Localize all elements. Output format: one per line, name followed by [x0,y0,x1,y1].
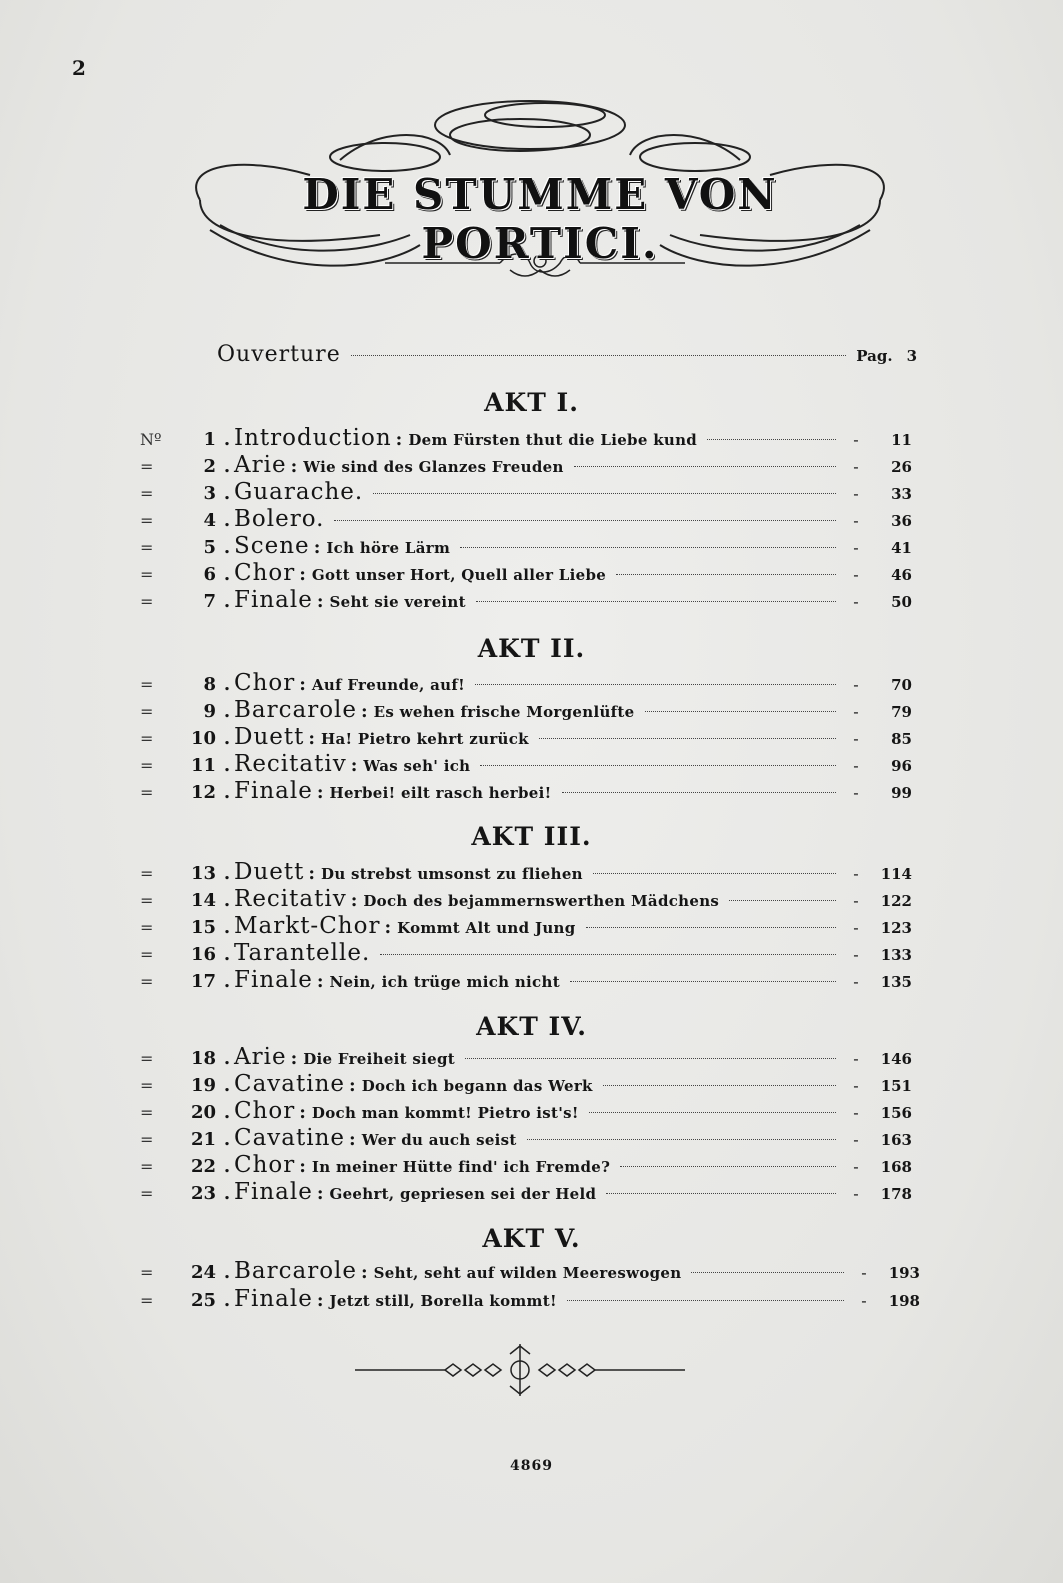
entry-subtitle: Die Freiheit siegt [303,1050,456,1068]
entry-colon: : [316,971,324,992]
entry-dash: - [853,864,859,883]
entry-page: 70 [891,676,912,694]
entry-prefix: = [140,1157,154,1176]
entry-dash: - [853,457,859,476]
toc-entry [140,1125,912,1151]
entry-prefix: = [140,891,154,910]
entry-prefix: = [140,511,154,530]
entry-dot: . [223,483,231,504]
entry-dot: . [223,674,231,695]
entry-piece: Barcarole [234,697,358,723]
dot-leader [620,1166,836,1167]
toc-entry [140,751,912,777]
entry-colon: : [316,591,324,612]
dot-leader [606,1193,836,1194]
entry-piece: Arie [234,1044,287,1070]
entry-number: 25 [190,1290,216,1311]
toc-entry [140,940,912,966]
entry-prefix: Nº [140,430,162,449]
dot-leader [567,1300,844,1301]
entry-piece: Chor [234,1152,296,1178]
entry-page: 151 [880,1077,912,1095]
entry-page: 79 [891,703,912,721]
dot-leader [616,574,836,575]
entry-page: 114 [880,865,912,883]
dot-leader [574,466,836,467]
entry-subtitle: Nein, ich trüge mich nicht [329,973,560,991]
entry-dash: - [853,1157,859,1176]
entry-page: 46 [891,566,912,584]
toc-entry [140,560,912,586]
entry-dot: . [223,1262,231,1283]
entry-number: 23 [190,1183,216,1204]
entry-number: 8 [203,674,216,695]
entry-dash: - [853,918,859,937]
toc-entry [140,452,912,478]
entry-colon: : [349,1129,356,1150]
entry-piece: Barcarole [234,1258,358,1284]
entry-subtitle: Kommt Alt und Jung [397,919,576,937]
dot-leader [593,873,836,874]
entry-prefix: = [140,484,154,503]
plate-number: 4869 [510,1458,553,1474]
entry-piece: Recitativ [234,751,347,777]
entry-piece: Finale [234,587,313,613]
entry-dot: . [223,1290,231,1311]
entry-page: 193 [888,1264,920,1282]
entry-dash: - [853,430,859,449]
entry-piece: Guarache. [234,479,364,505]
entry-piece: Finale [234,967,313,993]
entry-colon: : [316,1290,324,1311]
entry-prefix: = [140,945,154,964]
entry-prefix: = [140,783,154,802]
entry-colon: : [290,456,298,477]
entry-subtitle: Ich höre Lärm [326,539,451,557]
entry-dot: . [223,456,231,477]
toc-entry [140,1098,912,1124]
entry-dot: . [223,564,231,585]
entry-dash: - [853,1103,859,1122]
entry-colon: : [299,564,306,585]
entry-dot: . [223,728,231,749]
entry-number: 24 [190,1262,216,1283]
entry-piece: Chor [234,560,296,586]
entry-piece: Recitativ [234,886,347,912]
overture-label: Ouverture [217,342,341,367]
entry-number: 13 [190,863,216,884]
dot-leader [562,792,836,793]
entry-number: 10 [190,728,216,749]
entry-number: 14 [190,890,216,911]
toc-entry [140,479,912,505]
entry-colon: : [308,863,316,884]
entry-number: 21 [190,1129,216,1150]
toc-entry [140,913,912,939]
entry-page: 85 [891,730,912,748]
dot-leader [691,1272,844,1273]
entry-dash: - [853,1076,859,1095]
entry-page: 33 [891,485,912,503]
entry-number: 9 [203,701,216,722]
dot-leader [645,711,837,712]
entry-prefix: = [140,1049,154,1068]
dot-leader [707,439,836,440]
entry-dash: - [853,1184,859,1203]
entry-subtitle: In meiner Hütte find' ich Fremde? [311,1158,611,1176]
entry-number: 3 [203,483,216,504]
act-heading: AKT III. [471,822,592,851]
entry-page: 198 [888,1292,920,1310]
act-heading: AKT I. [484,388,579,417]
entry-piece: Finale [234,1179,313,1205]
dot-leader [351,355,847,356]
toc-entry [140,1286,920,1312]
entry-page: 36 [891,512,912,530]
entry-dash: - [853,675,859,694]
toc-entry [140,778,912,804]
entry-dash: - [853,945,859,964]
dot-leader [586,927,836,928]
dot-leader [475,684,836,685]
entry-page: 123 [880,919,912,937]
toc-entry [140,1258,920,1284]
entry-prefix: = [140,565,154,584]
entry-piece: Cavatine [234,1125,346,1151]
closing-ornament [355,1340,685,1400]
entry-colon: : [361,1262,368,1283]
entry-colon: : [316,782,324,803]
entry-page: 26 [891,458,912,476]
entry-prefix: = [140,1130,154,1149]
entry-subtitle: Gott unser Hort, Quell aller Liebe [311,566,607,584]
entry-subtitle: Jetzt still, Borella kommt! [329,1292,557,1310]
entry-prefix: = [140,972,154,991]
entry-colon: : [350,890,358,911]
dot-leader [729,900,836,901]
overture-row [217,342,917,368]
entry-dash: - [861,1263,867,1282]
entry-piece: Duett [234,859,305,885]
entry-colon: : [299,1102,306,1123]
entry-dash: - [853,565,859,584]
entry-dot: . [223,782,231,803]
entry-page: 122 [880,892,912,910]
entry-prefix: = [140,729,154,748]
entry-subtitle: Geehrt, gepriesen sei der Held [329,1185,597,1203]
entry-dot: . [223,755,231,776]
entry-subtitle: Doch man kommt! Pietro ist's! [311,1104,579,1122]
entry-subtitle: Doch des bejammernswerthen Mädchens [363,892,720,910]
dot-leader [460,547,836,548]
entry-piece: Introduction [234,425,392,451]
entry-colon: : [290,1048,298,1069]
toc-entry [140,1071,912,1097]
entry-subtitle: Du strebst umsonst zu fliehen [321,865,583,883]
toc-entry [140,697,912,723]
dot-leader [603,1085,836,1086]
toc-entry [140,1152,912,1178]
overture-page: 3 [906,347,917,365]
entry-prefix: = [140,1184,154,1203]
entry-dash: - [853,484,859,503]
entry-dot: . [223,1102,231,1123]
entry-dash: - [853,702,859,721]
entry-dot: . [223,971,231,992]
entry-dash: - [853,972,859,991]
entry-colon: : [299,1156,306,1177]
toc-entry [140,425,912,451]
entry-number: 20 [190,1102,216,1123]
entry-piece: Bolero. [234,506,325,532]
entry-dash: - [853,891,859,910]
entry-subtitle: Doch ich begann das Werk [361,1077,593,1095]
entry-number: 1 [203,429,216,450]
entry-number: 15 [190,917,216,938]
entry-colon: : [349,1075,356,1096]
entry-subtitle: Es wehen frische Morgenlüfte [373,703,635,721]
entry-dash: - [853,538,859,557]
entry-number: 11 [190,755,216,776]
entry-piece: Duett [234,724,305,750]
entry-number: 12 [190,782,216,803]
entry-dot: . [223,591,231,612]
entry-prefix: = [140,1103,154,1122]
entry-prefix: = [140,918,154,937]
toc-entry [140,886,912,912]
dot-leader [480,765,836,766]
entry-colon: : [308,728,316,749]
entry-dot: . [223,1156,231,1177]
toc-entry [140,670,912,696]
entry-dot: . [223,510,231,531]
toc-entry [140,587,912,613]
entry-piece: Finale [234,778,313,804]
dot-leader [334,520,836,521]
entry-dot: . [223,701,231,722]
dot-leader [373,493,836,494]
entry-page: 168 [880,1158,912,1176]
entry-prefix: = [140,592,154,611]
entry-number: 22 [190,1156,216,1177]
entry-number: 7 [203,591,216,612]
entry-piece: Chor [234,670,296,696]
entry-page: 178 [880,1185,912,1203]
entry-page: 99 [891,784,912,802]
entry-subtitle: Seht sie vereint [329,593,466,611]
entry-number: 5 [203,537,216,558]
entry-prefix: = [140,1076,154,1095]
entry-number: 4 [203,510,216,531]
entry-prefix: = [140,538,154,557]
entry-colon: : [384,917,392,938]
entry-page: 11 [891,431,912,449]
entry-dash: - [853,511,859,530]
page-number: 2 [72,56,86,80]
entry-colon: : [350,755,358,776]
entry-page: 50 [891,593,912,611]
entry-colon: : [316,1183,324,1204]
entry-prefix: = [140,756,154,775]
title-cartouche [180,85,900,295]
entry-subtitle: Wer du auch seist [361,1131,517,1149]
entry-page: 133 [880,946,912,964]
entry-subtitle: Wie sind des Glanzes Freuden [303,458,564,476]
entry-subtitle: Auf Freunde, auf! [311,676,466,694]
toc-entry [140,859,912,885]
entry-prefix: = [140,457,154,476]
toc-entry [140,1044,912,1070]
entry-colon: : [313,537,321,558]
entry-dash: - [853,756,859,775]
dot-leader [527,1139,836,1140]
dot-leader [539,738,836,739]
entry-piece: Tarantelle. [234,940,371,966]
entry-dash: - [853,783,859,802]
entry-piece: Scene [234,533,310,559]
act-heading: AKT V. [482,1224,581,1253]
entry-number: 2 [203,456,216,477]
entry-colon: : [361,701,368,722]
entry-page: 41 [891,539,912,557]
act-heading: AKT IV. [476,1012,587,1041]
toc-entry [140,1179,912,1205]
entry-prefix: = [140,675,154,694]
dot-leader [589,1112,836,1113]
entry-dot: . [223,863,231,884]
page-label: Pag. [856,347,893,365]
entry-dash: - [853,1049,859,1068]
toc-entry [140,533,912,559]
entry-number: 19 [190,1075,216,1096]
entry-page: 146 [880,1050,912,1068]
entry-piece: Arie [234,452,287,478]
entry-dot: . [223,1048,231,1069]
opera-title: DIE STUMME VON PORTICI. [302,170,778,268]
entry-page: 135 [880,973,912,991]
dot-leader [570,981,836,982]
entry-subtitle: Ha! Pietro kehrt zurück [321,730,529,748]
entry-dot: . [223,1075,231,1096]
entry-colon: : [299,674,306,695]
entry-page: 163 [880,1131,912,1149]
entry-number: 18 [190,1048,216,1069]
toc-entry [140,967,912,993]
entry-prefix: = [140,702,154,721]
entry-dot: . [223,537,231,558]
entry-number: 17 [190,971,216,992]
entry-dot: . [223,1183,231,1204]
entry-piece: Cavatine [234,1071,346,1097]
entry-dash: - [853,1130,859,1149]
entry-dot: . [223,1129,231,1150]
entry-colon: : [395,429,403,450]
entry-dash: - [853,592,859,611]
entry-subtitle: Was seh' ich [363,757,471,775]
entry-number: 6 [203,564,216,585]
toc-entry [140,724,912,750]
entry-piece: Finale [234,1286,313,1312]
entry-dash: - [861,1291,867,1310]
dot-leader [380,954,836,955]
entry-piece: Markt-Chor [234,913,381,939]
dot-leader [476,601,836,602]
entry-dot: . [223,890,231,911]
entry-piece: Chor [234,1098,296,1124]
entry-prefix: = [140,1263,154,1282]
entry-number: 16 [190,944,216,965]
entry-page: 96 [891,757,912,775]
entry-dash: - [853,729,859,748]
entry-subtitle: Herbei! eilt rasch herbei! [329,784,552,802]
entry-prefix: = [140,1291,154,1310]
entry-subtitle: Seht, seht auf wilden Meereswogen [373,1264,682,1282]
toc-entry [140,506,912,532]
entry-dot: . [223,917,231,938]
entry-prefix: = [140,864,154,883]
dot-leader [465,1058,836,1059]
entry-dot: . [223,944,231,965]
entry-subtitle: Dem Fürsten thut die Liebe kund [408,431,698,449]
entry-page: 156 [880,1104,912,1122]
entry-dot: . [223,429,231,450]
act-heading: AKT II. [477,634,586,663]
